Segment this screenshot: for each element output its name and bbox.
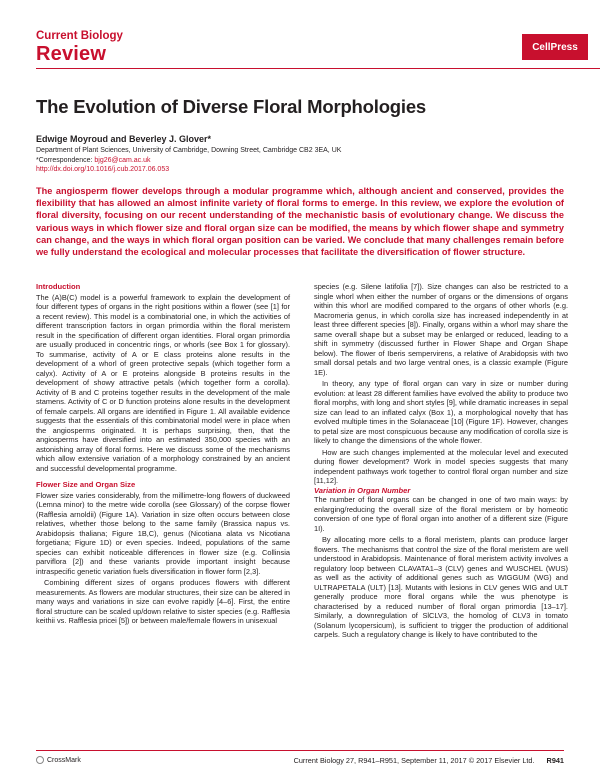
article-authors: Edwige Moyroud and Beverley J. Glover* xyxy=(36,134,212,144)
right-column xyxy=(314,282,568,640)
organ-number-heading: Variation in Organ Number xyxy=(314,485,411,495)
footer-citation xyxy=(294,756,564,765)
intro-paragraph: The (A)B(C) model is a powerful framework to explain the development of four different types of organs in the right positions within a flower (see [1] for a recent review). This model is a combinatorial one, in which the activities of different transcription factors in organ primordia within the floral meristem result in the specification of different organ identities. Floral organ primordia are usually produced in concentric rings, or whorls (see Box 1 for glossary). To summarise, activity of A or E class proteins alone results in the development of a whorl of green protective sepals (which together form a calyx). Activity of A or E proteins alongside B proteins results in the development of showy attractive petals (which together form a corolla). Activity of B and C proteins together results in the development of the male stamens. Activity of C or D function proteins alone results in the development of female carpels. All organs are identified in Figure 1. All available evidence suggests that the essentials of this combinatorial model were in place when the angiosperms originated. It is perhaps surprising, then, that the angiosperms have diversified into an estimated 350,000 species with an astonishing array of floral forms. Here we discuss some of the mechanisms which allow extensive variation of a morphology constrained by an ancient and successful developmental programme. xyxy=(36,292,290,473)
crossmark-badge[interactable] xyxy=(36,756,81,764)
cellpress-logo: CellPress xyxy=(522,34,588,60)
crossmark-label: CrossMark xyxy=(47,756,81,764)
citation-text: Current Biology 27, R941–R951, September 11, 2017 © 2017 Elsevier Ltd. xyxy=(293,756,535,765)
doi-link[interactable]: http://dx.doi.org/10.1016/j.cub.2017.06.053 xyxy=(36,166,170,173)
right-paragraph-2: In theory, any type of floral organ can vary in size or number during evolution: at least 28 different families have evolved the ability to produce two floral morphs, with long and short styles [9], while dramatic increases in sepal size can lead to an inflated calyx (Box 1), a morphological novelty that has evolved multiple times in the Solanaceae [10] (Figure 1F). However, changes to petal size are most conspicuous because any modification of corolla size is likely to change the dimensions of the whole flower. xyxy=(314,379,568,445)
affiliation: Department of Plant Sciences, University of Cambridge, Downing Street, Cambridge CB2 3EA, UK xyxy=(36,147,342,154)
flower-size-heading: Flower Size and Organ Size xyxy=(36,480,136,489)
page-number: R941 xyxy=(546,756,564,765)
flower-size-paragraph-2: Combining different sizes of organs produces flowers with different measurements. As flowers are modular structures, their size can be altered in many ways and variations in size can evolve rapidly [4–6]. First, the entire floral structure can be scaled up/down relative to sister species (e.g. Rafflesia keithii vs. Rafflesia pricei [5]) or between male/female flowers in unisexual xyxy=(36,578,290,625)
abstract: The angiosperm flower develops through a modular programme which, although ancient and conserved, provides the flexibility that has allowed an almost infinite variety of floral forms to emerge. In this review, we explore the evolution of floral diversity, focusing on our recent understanding of the mechanistic basis of evolutionary change. We discuss the various ways in which flower size and floral organ size can be modified, the means by which flower shape and symmetry can change, and the ways in which floral organ position can be varied. We conclude that many challenges remain before we fully understand the ecological and molecular processes that facilitate the diversification of flower structure. xyxy=(36,186,564,258)
correspondence-email-link[interactable]: bjg26@cam.ac.uk xyxy=(94,156,151,164)
right-paragraph-1: species (e.g. Silene latifolia [7]). Size changes can also be restricted to a single whorl when either the number of organs or the dimensions of organs within this whorl are modified compared to the organs of other whorls (e.g. Macromeria genus, in which corolla size has increased independently in at least three different species [8]). Finally, organs within a whorl may share the same overall shape but a subset may be enlarged or reduced, leading to a shift in symmetry (discussed further in Flower Shape and Organ Shape below). The flower of Iberis sempervirens, a relative of Arabidopsis with two small dorsal petals and two large ventral ones, is a classic example (Figure 1E). xyxy=(314,282,568,377)
crossmark-icon xyxy=(36,756,44,764)
article-meta xyxy=(36,146,556,175)
header-rule xyxy=(36,68,600,69)
flower-size-paragraph-1: Flower size varies considerably, from the millimetre-long flowers of duckweed (Lemna minor) to the metre wide corolla (see Glossary) of the corpse flower (Rafflesia arnoldii) (Figure 1A). Variation in size often occurs between close relatives, whether those belong to the same family (Brassica napus vs. Arabidopsis thaliana; Figure 1B,C), genus (Nicotiana alata vs Nicotiana forgetiana; Figure 1D) or even species. Indeed, populations of the same species can exhibit noticeable differences in flower size (e.g. Collinsia parviflora [2]) and these variants provide important insight because intraspecific genetic variation fuels diversification in flower form [2,3]. xyxy=(36,490,290,576)
right-paragraph-4: The number of floral organs can be changed in one of two main ways: by enlarging/reducing the overall size of the floral meristem or by homeotic conversion of one type of floral organ into another of a different size (Figure 1I). xyxy=(314,495,568,533)
article-type: Review xyxy=(36,43,107,65)
article-title: The Evolution of Diverse Floral Morphologies xyxy=(36,96,427,117)
footer-rule xyxy=(36,750,564,751)
journal-name: Current Biology xyxy=(36,30,123,42)
correspondence xyxy=(36,156,556,166)
left-column xyxy=(36,282,290,626)
right-paragraph-3: How are such changes implemented at the molecular level and executed during flower development? Work in model species suggests that many independent pathways work together to control floral organ number and size [11,12]. xyxy=(314,447,568,485)
right-paragraph-5: By allocating more cells to a floral meristem, plants can produce larger flowers. The mechanisms that control the size of the floral meristem are well understood in Arabidopsis. Maintenance of floral meristem activity involves a regulatory loop between CLAVATA1–3 (CLV) genes and WUSCHEL (WUS) as well as the activity of additional genes such as WIGGUM (WG) and ULTRAPETALA (ULT) [13]. Mutants with lesions in CLV genes WIG and ULT generally produce more floral organs while the wus phenotype is characterised by a reduced number of floral organ primordia [13–17]. Similarly, a downregulation of SlCLV3, the homolog of CLV3 in tomato (Solanum lycopersicum), is sufficient to trigger the production of additional carpels. Such a regulatory change is likely to have contributed to the xyxy=(314,535,568,639)
correspondence-label: *Correspondence: xyxy=(36,156,93,164)
introduction-heading: Introduction xyxy=(36,282,81,291)
